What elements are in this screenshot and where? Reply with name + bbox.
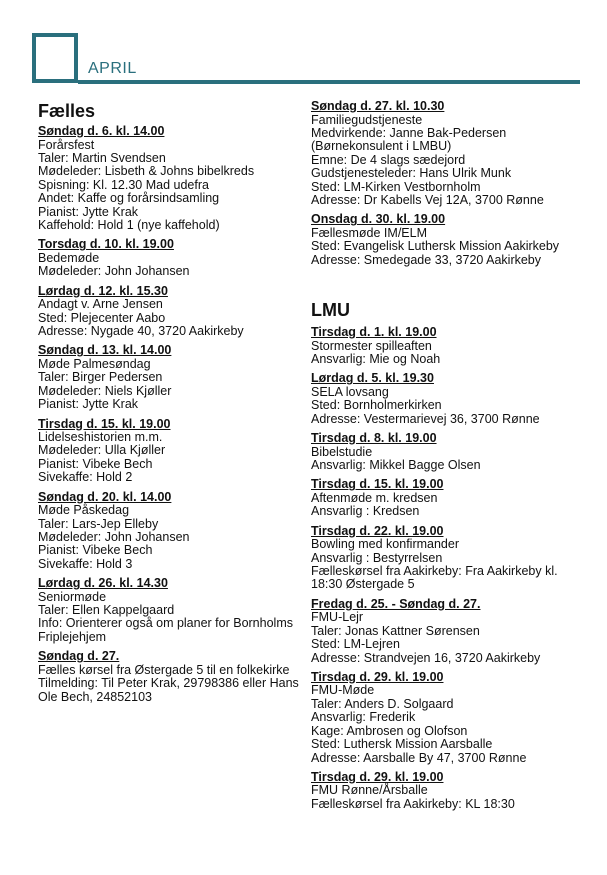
event-detail-line: Fællesmøde IM/ELM <box>311 225 427 240</box>
section-title-faelles: Fælles <box>38 101 96 121</box>
event-detail-line: FMU Rønne/Årsballe <box>311 783 428 798</box>
event-detail-line: Ansvarlig: Frederik <box>311 710 416 725</box>
event-date-heading: Tirsdag d. 1. kl. 19.00 <box>311 325 437 340</box>
event-date-heading: Lørdag d. 5. kl. 19.30 <box>311 371 434 386</box>
event <box>38 344 306 411</box>
event-date-heading: Søndag d. 27. <box>38 649 120 664</box>
event-detail-line: Fælleskørsel fra Aakirkeby: KL 18:30 <box>311 796 515 811</box>
header-frame <box>32 33 78 83</box>
event-detail-line: Møde Påskedag <box>38 503 130 518</box>
event-detail-line: Sted: LM-Kirken Vestbornholm <box>311 179 481 194</box>
event-detail-line: Møde Palmesøndag <box>38 356 151 371</box>
event-detail-line: SELA lovsang <box>311 384 389 399</box>
event <box>311 100 586 207</box>
left-column <box>38 100 306 710</box>
event-detail-line: Stormester spilleaften <box>311 338 432 353</box>
event-detail-line: Medvirkende: Janne Bak-Pedersen (Børnekonsulent i LMBU) <box>311 125 507 154</box>
event-detail-line: Pianist: Jytte Krak <box>38 204 139 219</box>
event-detail-line: Sivekaffe: Hold 2 <box>38 470 133 485</box>
event-detail-line: Ansvarlig: Mikkel Bagge Olsen <box>311 458 481 472</box>
event-detail-line: Bedemøde <box>38 250 100 265</box>
event-detail-line: Mødeleder: Ulla Kjøller <box>38 443 166 458</box>
event-detail-line: Tilmelding: Til Peter Krak, 29798386 eller Hans Ole Bech, 24852103 <box>38 676 299 704</box>
event-detail-line: Ansvarlig : Kredsen <box>311 504 420 519</box>
event-detail-line: Seniormøde <box>38 589 107 604</box>
event-detail-line: Taler: Jonas Kattner Sørensen <box>311 623 480 638</box>
event-detail-line: Adresse: Dr Kabells Vej 12A, 3700 Rønne <box>311 192 544 207</box>
event-date-heading: Torsdag d. 10. kl. 19.00 <box>38 237 174 252</box>
event-detail-line: Sted: Evangelisk Luthersk Mission Aakirkeby <box>311 239 560 254</box>
event <box>38 491 306 572</box>
right-column <box>311 100 586 817</box>
event-detail-line: FMU-Lejr <box>311 610 364 625</box>
event-detail-line: Bibelstudie <box>311 444 373 459</box>
month-header <box>0 0 607 100</box>
event <box>311 372 586 426</box>
event <box>311 326 586 366</box>
event-detail-line: Pianist: Vibeke Bech <box>38 456 153 471</box>
event-detail-line: Adresse: Nygade 40, 3720 Aakirkeby <box>38 323 244 338</box>
event <box>311 478 586 518</box>
event-date-heading: Søndag d. 20. kl. 14.00 <box>38 489 172 504</box>
event-detail-line: Andet: Kaffe og forårsindsamling <box>38 191 220 206</box>
event-detail-line: Aftenmøde m. kredsen <box>311 490 438 505</box>
event-detail-line: Mødeleder: John Johansen <box>38 529 190 544</box>
event-detail-line: Lidelseshistorien m.m. <box>38 430 163 444</box>
event <box>38 577 306 644</box>
event <box>38 125 306 232</box>
event-date-heading: Lørdag d. 26. kl. 14.30 <box>38 576 168 591</box>
event-detail-line: Sted: Plejecenter Aabo <box>38 310 166 325</box>
event-detail-line: Emne: De 4 slags sædejord <box>311 152 466 167</box>
event-detail-line: Kaffehold: Hold 1 (nye kaffehold) <box>38 217 220 232</box>
event-date-heading: Tirsdag d. 29. kl. 19.00 <box>311 669 444 684</box>
event <box>38 418 306 485</box>
header-rule <box>78 80 580 84</box>
event-detail-line: Adresse: Smedegade 33, 3720 Aakirkeby <box>311 252 542 267</box>
event <box>38 238 306 278</box>
event-detail-line: Gudstjenesteleder: Hans Ulrik Munk <box>311 166 512 181</box>
event-detail-line: Adresse: Strandvejen 16, 3720 Aakirkeby <box>311 650 541 665</box>
event-date-heading: Søndag d. 13. kl. 14.00 <box>38 343 172 358</box>
section-title-lmu: LMU <box>311 300 350 321</box>
event-detail-line: Pianist: Jytte Krak <box>38 397 139 412</box>
event <box>311 671 586 765</box>
event-detail-line: Forårsfest <box>38 137 95 152</box>
event-date-heading: Tirsdag d. 29. kl. 19.00 <box>311 769 444 784</box>
event-detail-line: Mødeleder: Lisbeth & Johns bibelkreds <box>38 164 255 179</box>
event-detail-line: Bowling med konfirmander <box>311 537 459 552</box>
event-detail-line: Familiegudstjeneste <box>311 112 423 127</box>
event-date-heading: Tirsdag d. 15. kl. 19.00 <box>311 477 444 492</box>
event <box>311 213 586 267</box>
event-detail-line: Taler: Martin Svendsen <box>38 150 166 165</box>
event-detail-line: Adresse: Aarsballe By 47, 3700 Rønne <box>311 750 527 765</box>
event-date-heading: Fredag d. 25. - Søndag d. 27. <box>311 596 481 611</box>
faelles-event-list-continued <box>311 100 586 267</box>
event-date-heading: Tirsdag d. 8. kl. 19.00 <box>311 431 437 446</box>
event-detail-line: Ansvarlig : Bestyrrelsen <box>311 550 443 565</box>
event-detail-line: Info: Orienterer også om planer for Bornholms Friplejehjem <box>38 616 293 644</box>
event-detail-line: FMU-Møde <box>311 683 375 698</box>
event-detail-line: Taler: Lars-Jep Elleby <box>38 516 159 531</box>
event-detail-line: Ansvarlig: Mie og Noah <box>311 351 441 366</box>
event-detail-line: Sivekaffe: Hold 3 <box>38 556 133 571</box>
event-detail-line: Sted: LM-Lejren <box>311 637 400 652</box>
event-detail-line: Mødeleder: Niels Kjøller <box>38 383 172 398</box>
event-date-heading: Søndag d. 27. kl. 10.30 <box>311 99 445 113</box>
event-detail-line: Sted: Luthersk Mission Aarsballe <box>311 737 493 752</box>
event <box>311 771 586 811</box>
event <box>311 598 586 665</box>
month-title: APRIL <box>88 60 137 77</box>
event-detail-line: Andagt v. Arne Jensen <box>38 297 163 312</box>
event <box>38 650 306 704</box>
event-date-heading: Onsdag d. 30. kl. 19.00 <box>311 212 446 227</box>
event-date-heading: Tirsdag d. 22. kl. 19.00 <box>311 523 444 538</box>
event-detail-line: Fælleskørsel fra Aakirkeby: Fra Aakirkeby kl. 18:30 Østergade 5 <box>311 564 558 592</box>
event-date-heading: Tirsdag d. 15. kl. 19.00 <box>38 416 171 431</box>
event-detail-line: Taler: Ellen Kappelgaard <box>38 603 175 618</box>
event-detail-line: Spisning: Kl. 12.30 Mad udefra <box>38 177 209 192</box>
event-detail-line: Fælles kørsel fra Østergade 5 til en folkekirke <box>38 662 290 677</box>
event <box>311 432 586 472</box>
lmu-event-list <box>311 326 586 811</box>
event <box>311 525 586 592</box>
event-detail-line: Sted: Bornholmerkirken <box>311 398 442 413</box>
event-detail-line: Taler: Birger Pedersen <box>38 370 163 385</box>
event-detail-line: Pianist: Vibeke Bech <box>38 543 153 558</box>
event-detail-line: Kage: Ambrosen og Olofson <box>311 723 468 738</box>
event-detail-line: Mødeleder: John Johansen <box>38 264 190 279</box>
event-detail-line: Taler: Anders D. Solgaard <box>311 696 454 711</box>
event <box>38 285 306 339</box>
event-detail-line: Adresse: Vestermarievej 36, 3700 Rønne <box>311 411 540 426</box>
event-date-heading: Søndag d. 6. kl. 14.00 <box>38 124 165 138</box>
event-date-heading: Lørdag d. 12. kl. 15.30 <box>38 283 168 298</box>
faelles-event-list <box>38 125 306 704</box>
